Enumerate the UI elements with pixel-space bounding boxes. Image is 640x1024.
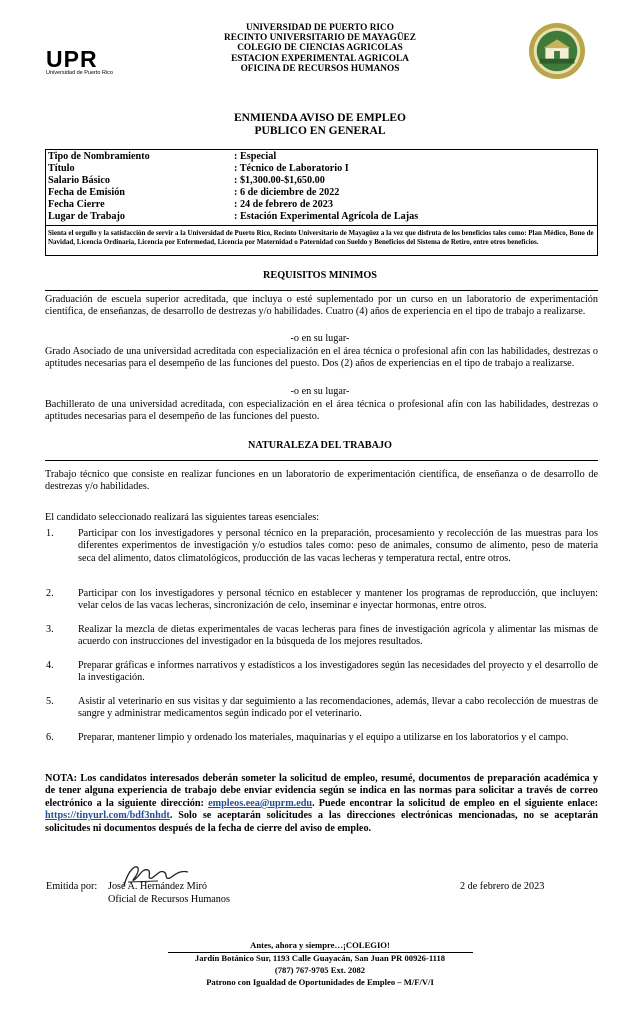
alternative-text: -o en su lugar-: [290, 386, 350, 397]
info-value: : Técnico de Laboratorio I: [234, 163, 349, 174]
header-line: ESTACION EXPERIMENTAL AGRICOLA: [231, 53, 409, 64]
upr-logo: [46, 48, 136, 77]
application-note: [45, 773, 598, 835]
info-label: Título: [48, 163, 75, 174]
logo-text: UPR: [46, 46, 98, 72]
signer-position: Oficial de Recursos Humanos: [108, 894, 230, 905]
title-line: ENMIENDA AVISO DE EMPLEO: [233, 112, 406, 124]
task-text: Preparar gráficas e informes narrativos y estadísticos a los investigadores según las necesidades del proyecto y el desarrollo de la investigación.: [78, 660, 598, 684]
requisito-paragraph: Graduación de escuela superior acreditada, que incluya o esté suplementado por un curso en un laboratorio de experimentación científica, de enseñanzas, de desarrollo de destrezas y/o habilidades. Cuatro (4) años de experiencia en el tipo de trabajo a realizarse.: [45, 294, 598, 318]
header-line: COLEGIO DE CIENCIAS AGRICOLAS: [237, 43, 403, 54]
signer-name: José A. Hernández Miró: [108, 881, 208, 892]
footer-equal-opportunity: Patrono con Igualdad de Oportunidades de Empleo – M/F/V/I: [206, 977, 434, 987]
task-number: 3.: [46, 624, 54, 635]
institution-header: [200, 23, 440, 74]
job-info-box: [45, 149, 598, 256]
naturaleza-paragraph: Trabajo técnico que consiste en realizar funciones en un laboratorio de experimentación científica, de enseñanza o de desarrollo de destrezas y/o habilidades.: [45, 469, 598, 493]
task-text: Participar con los investigadores y personal técnico en la preparación, procesamiento y recolección de las muestras para los diferentes experimentos de investigación y/o estudios tales como: peso de animales, consumo de alimento, peso de materia seca del alimento, datos climatológicos, producción de las vacas lecheras y temperatura rectal, entre otros.: [78, 528, 598, 564]
note-text: NOTA: Los candidatos interesados deberán someter la solicitud de empleo, resumé, documentos de preparación académica y de tener alguna experiencia de trabajo debe enviar evidencia según se indica en las normas para solicitar a través de correo electrónico a la siguiente dirección:: [45, 773, 598, 809]
task-text: Realizar la mezcla de dietas experimentales de vacas lecheras para fines de investigación agrícola y alimentar las mismas de acuerdo con instrucciones del investigador en la búsqueda de los mejores resultados.: [78, 624, 598, 648]
alternative-text: -o en su lugar-: [290, 333, 350, 344]
info-label: Fecha Cierre: [48, 199, 105, 210]
requisito-paragraph: Grado Asociado de una universidad acreditada con especialización en el área técnica o profesional afín con las habilidades, destrezas o aptitudes necesarias para el desempeño de las funciones del puesto. Dos (2) años de experiencias en el tipo de trabajo a realizarse.: [45, 346, 598, 370]
requisitos-heading: REQUISITOS MINIMOS: [263, 270, 377, 281]
logo-subtitle: Universidad de Puerto Rico: [46, 70, 113, 76]
issue-date: 2 de febrero de 2023: [460, 881, 545, 892]
header-line: RECINTO UNIVERSITARIO DE MAYAGÜEZ: [224, 33, 416, 44]
info-label: Tipo de Nombramiento: [48, 151, 150, 162]
footer-phone: (787) 767-9705 Ext. 2082: [274, 965, 366, 975]
task-number: 2.: [46, 588, 54, 599]
task-number: 5.: [46, 696, 54, 707]
motto: Antes, ahora y siempre…¡COLEGIO!: [250, 940, 390, 950]
info-label: Fecha de Emisión: [48, 187, 125, 198]
task-number: 6.: [46, 732, 54, 743]
header-line: OFICINA DE RECURSOS HUMANOS: [240, 63, 400, 74]
info-value: : Especial: [234, 151, 277, 162]
info-value: : $1,300.00-$1,650.00: [234, 175, 325, 186]
benefits-note: Sienta el orgullo y la satisfacción de servir a la Universidad de Puerto Rico, Recinto Universitario de Mayagüez a la vez que disfruta de los beneficios tales como: Plan Médico, Bono de Navidad, Licencia Ordinaria, Licencia por Enfermedad, Licencia por Maternidad o Paternidad con Sueldo y Beneficios del Sistema de Retiro, entre otros beneficios.: [48, 229, 594, 246]
issued-by-label: Emitida por:: [46, 881, 98, 892]
task-text: Preparar, mantener limpio y ordenado los materiales, maquinarias y el equipo a utilizarse en los laboratorios y el campo.: [78, 732, 569, 743]
info-label: Salario Básico: [48, 175, 110, 186]
note-text: . Puede encontrar la solicitud de empleo en el siguiente enlace:: [312, 797, 599, 809]
email-link[interactable]: empleos.eea@uprm.edu: [208, 797, 313, 809]
info-value: : 6 de diciembre de 2022: [234, 187, 340, 198]
divider: [45, 290, 598, 291]
info-label: Lugar de Trabajo: [48, 211, 125, 222]
info-value: : Estación Experimental Agrícola de Lajas: [234, 211, 419, 222]
footer-address: Jardín Botánico Sur, 1193 Calle Guayacán, San Juan PR 00926-1118: [194, 953, 446, 963]
divider: [45, 460, 598, 461]
application-link[interactable]: https://tinyurl.com/bdf3nhdt: [45, 810, 170, 822]
note-text: . Solo se aceptarán solicitudes a las direcciones electrónicas mencionadas, no se aceptarán solicitudes ni documentos después de la fecha de cierre del aviso de empleo.: [45, 810, 598, 834]
task-text: Asistir al veterinario en sus visitas y dar seguimiento a las recomendaciones, además, llevar a cabo recolección de muestras de sangre y administrar medicamentos según indicado por el veterinario.: [78, 696, 598, 720]
task-number: 1.: [46, 528, 54, 539]
header-line: UNIVERSIDAD DE PUERTO RICO: [245, 23, 394, 33]
college-seal-icon: [528, 22, 586, 80]
task-number: 4.: [46, 660, 54, 671]
tasks-intro: El candidato seleccionado realizará las siguientes tareas esenciales:: [45, 512, 320, 523]
task-text: Participar con los investigadores y personal técnico en establecer y mantener los programas de reproducción, que incluyen: velar celos de las vacas lecheras, sincronización de celo, inseminar e inyectar hormonas, entre otros.: [78, 588, 598, 612]
document-title: [0, 112, 640, 138]
naturaleza-heading: NATURALEZA DEL TRABAJO: [248, 440, 392, 451]
title-line: PUBLICO EN GENERAL: [254, 125, 386, 137]
requisito-paragraph: Bachillerato de una universidad acreditada, con especialización en el área técnica o profesional afín con las habilidades, destrezas o aptitudes necesarias para el desempeño de las funciones del puesto.: [45, 399, 598, 423]
info-value: : 24 de febrero de 2023: [234, 199, 333, 210]
